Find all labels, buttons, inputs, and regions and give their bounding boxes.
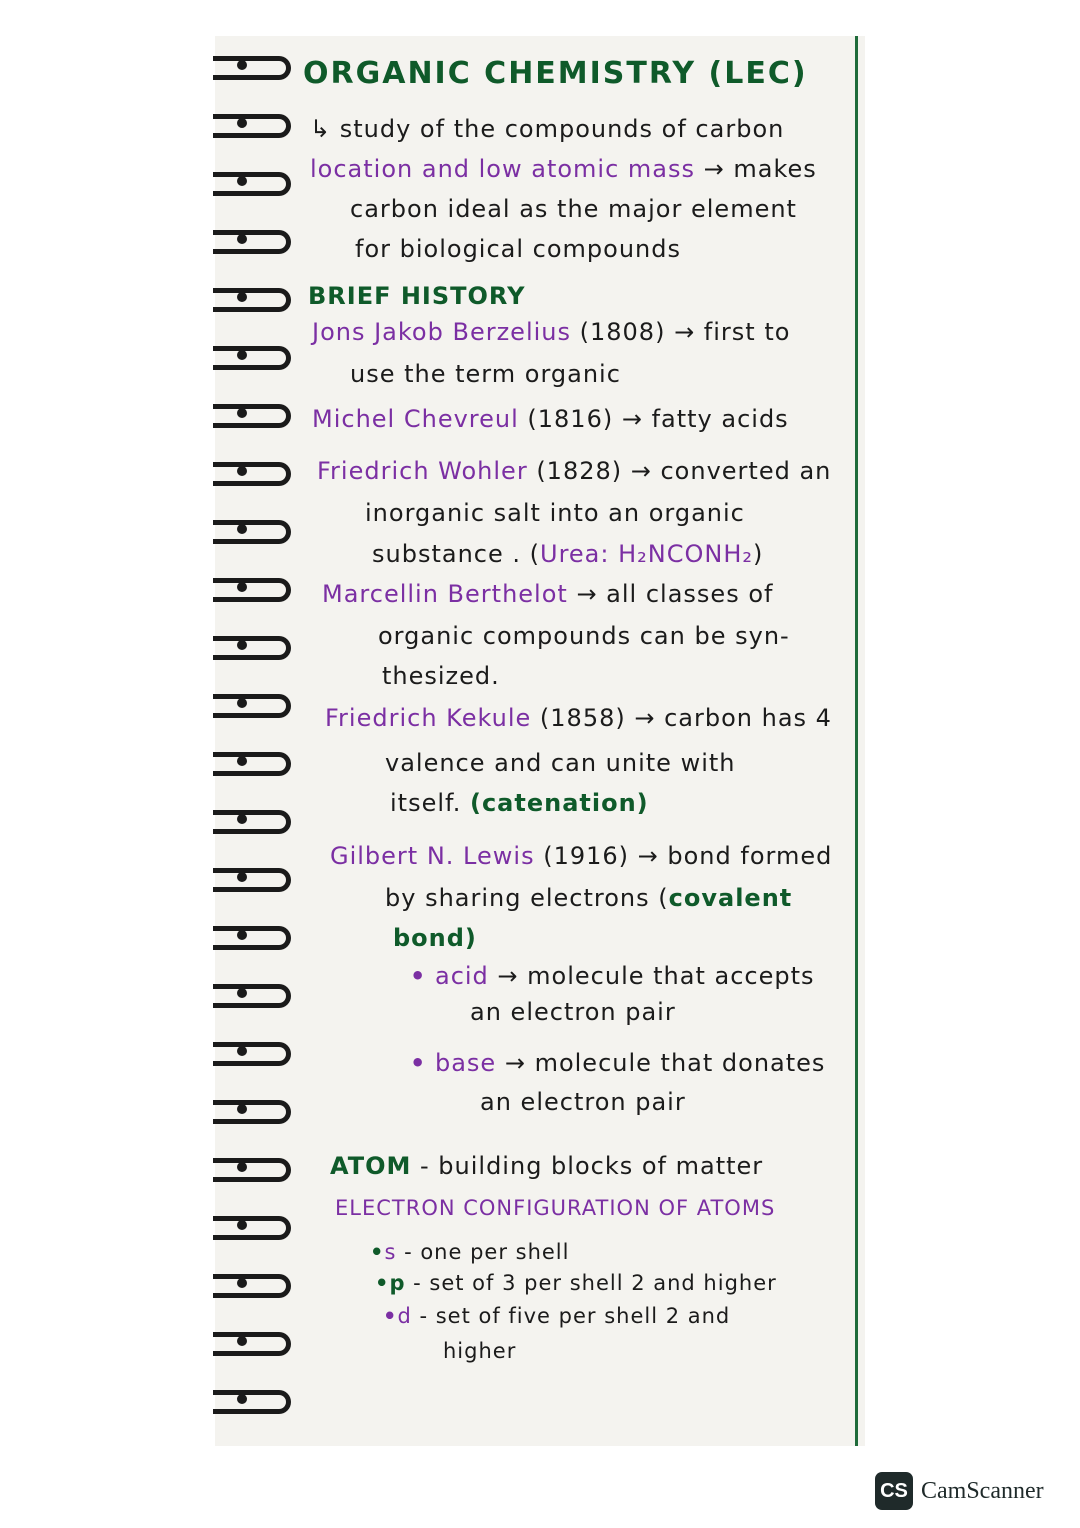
wohler-line-3 <box>372 538 763 570</box>
spiral-ring <box>213 230 295 260</box>
intro-line-2 <box>310 153 817 185</box>
kekule-line-3 <box>390 787 649 819</box>
spiral-ring <box>213 1158 295 1188</box>
spiral-ring <box>213 462 295 492</box>
wohler-l3-c: ) <box>752 540 764 568</box>
ring-hole <box>237 698 247 708</box>
ring-hole <box>237 1162 247 1172</box>
ring-hole <box>237 524 247 534</box>
intro-line-1: ↳ study of the compounds of carbon <box>310 115 785 143</box>
ring-hole <box>237 756 247 766</box>
spiral-ring <box>213 1332 295 1362</box>
lewis-l2-a: by sharing electrons ( <box>385 884 669 912</box>
d-line <box>383 1300 730 1332</box>
brief-history-heading: BRIEF HISTORY <box>308 282 526 310</box>
kekule-line <box>325 702 832 734</box>
spiral-ring <box>213 694 295 724</box>
ring-loop <box>213 810 291 834</box>
ring-hole <box>237 1220 247 1230</box>
bullet-icon: • <box>383 1304 398 1328</box>
atom-line <box>330 1150 763 1182</box>
ring-loop <box>213 1158 291 1182</box>
berthelot-line <box>322 578 773 610</box>
atom-term: ATOM <box>330 1152 412 1180</box>
spiral-ring <box>213 114 295 144</box>
ring-loop <box>213 56 291 80</box>
spiral-ring <box>213 810 295 840</box>
ring-loop <box>213 1390 291 1414</box>
intro-line-3: carbon ideal as the major element <box>350 195 797 223</box>
camscanner-label: CamScanner <box>921 1477 1044 1504</box>
berzelius-line-2: use the term organic <box>350 360 621 388</box>
ring-loop <box>213 1100 291 1124</box>
ring-hole <box>237 1104 247 1114</box>
acid-term: acid <box>434 962 489 990</box>
ring-loop <box>213 868 291 892</box>
ring-loop <box>213 288 291 312</box>
lewis-line-2 <box>385 882 792 914</box>
spiral-binding <box>205 36 315 1446</box>
ring-hole <box>237 1046 247 1056</box>
ring-hole <box>237 118 247 128</box>
kekule-name: Friedrich Kekule <box>325 704 532 732</box>
ring-hole <box>237 582 247 592</box>
spiral-ring <box>213 288 295 318</box>
intro-line-2-rest: → makes <box>695 155 817 183</box>
berthelot-line-3: thesized. <box>382 662 500 690</box>
ring-hole <box>237 872 247 882</box>
chevreul-line <box>312 403 789 435</box>
ring-hole <box>237 350 247 360</box>
wohler-rest: (1828) → converted an <box>527 457 832 485</box>
ring-loop <box>213 114 291 138</box>
ring-hole <box>237 640 247 650</box>
ring-loop <box>213 404 291 428</box>
spiral-ring <box>213 752 295 782</box>
ring-hole <box>237 814 247 824</box>
spiral-ring <box>213 1042 295 1072</box>
kekule-rest: (1858) → carbon has 4 <box>531 704 832 732</box>
d-term: d <box>397 1304 412 1328</box>
ring-hole <box>237 408 247 418</box>
spiral-ring <box>213 1100 295 1130</box>
berthelot-line-2: organic compounds can be syn- <box>378 622 790 650</box>
berzelius-line <box>312 316 790 348</box>
p-line <box>375 1267 777 1299</box>
d-line-2: higher <box>443 1339 517 1363</box>
ring-loop <box>213 346 291 370</box>
ring-loop <box>213 230 291 254</box>
ring-hole <box>237 988 247 998</box>
ring-loop <box>213 172 291 196</box>
berzelius-rest: (1808) → first to <box>571 318 791 346</box>
spiral-ring <box>213 404 295 434</box>
bullet-icon: • <box>370 1240 385 1264</box>
ring-loop <box>213 1042 291 1066</box>
ring-loop <box>213 462 291 486</box>
chevreul-rest: (1816) → fatty acids <box>518 405 789 433</box>
kekule-l3-a: itself. <box>390 789 470 817</box>
bullet-icon: • <box>410 1049 427 1077</box>
berthelot-rest: → all classes of <box>567 580 774 608</box>
p-rest: - set of 3 per shell 2 and higher <box>405 1271 777 1295</box>
p-term: p <box>389 1271 406 1295</box>
d-rest: - set of five per shell 2 and <box>411 1304 731 1328</box>
ring-loop <box>213 1216 291 1240</box>
ring-hole <box>237 466 247 476</box>
camscanner-watermark <box>875 1472 1044 1510</box>
lewis-rest: (1916) → bond formed <box>534 842 833 870</box>
spiral-ring <box>213 926 295 956</box>
ring-loop <box>213 520 291 544</box>
intro-line-4: for biological compounds <box>355 235 682 263</box>
margin-line <box>855 36 858 1446</box>
spiral-ring <box>213 578 295 608</box>
ring-loop <box>213 1332 291 1356</box>
base-term: base <box>434 1049 497 1077</box>
s-line <box>370 1236 569 1268</box>
ring-loop <box>213 1274 291 1298</box>
berzelius-name: Jons Jakob Berzelius <box>312 318 571 346</box>
ring-hole <box>237 60 247 70</box>
acid-line-2: an electron pair <box>470 998 676 1026</box>
ring-hole <box>237 1336 247 1346</box>
urea-formula: Urea: H₂NCONH₂ <box>540 540 753 568</box>
s-term: s <box>384 1240 397 1264</box>
catenation-term: (catenation) <box>469 789 649 817</box>
lewis-name: Gilbert N. Lewis <box>330 842 535 870</box>
spiral-ring <box>213 1390 295 1420</box>
bullet-icon: • <box>410 962 427 990</box>
ring-loop <box>213 984 291 1008</box>
kekule-line-2: valence and can unite with <box>385 749 736 777</box>
ring-loop <box>213 694 291 718</box>
ring-hole <box>237 1394 247 1404</box>
wohler-name: Friedrich Wohler <box>317 457 528 485</box>
ring-hole <box>237 176 247 186</box>
ring-hole <box>237 292 247 302</box>
ring-hole <box>237 234 247 244</box>
lewis-line-3: bond) <box>393 924 477 952</box>
ring-loop <box>213 752 291 776</box>
spiral-ring <box>213 1274 295 1304</box>
s-rest: - one per shell <box>396 1240 570 1264</box>
atom-rest: - building blocks of matter <box>411 1152 764 1180</box>
spiral-ring <box>213 1216 295 1246</box>
intro-highlight: location and low atomic mass <box>310 155 696 183</box>
electron-config-heading: ELECTRON CONFIGURATION OF ATOMS <box>335 1196 776 1220</box>
spiral-ring <box>213 346 295 376</box>
wohler-line-2: inorganic salt into an organic <box>365 499 745 527</box>
base-rest: → molecule that donates <box>496 1049 826 1077</box>
acid-line <box>410 960 815 992</box>
spiral-ring <box>213 520 295 550</box>
lewis-line <box>330 840 832 872</box>
wohler-line <box>317 455 831 487</box>
chevreul-name: Michel Chevreul <box>312 405 519 433</box>
acid-rest: → molecule that accepts <box>488 962 815 990</box>
ring-loop <box>213 636 291 660</box>
ring-loop <box>213 578 291 602</box>
spiral-ring <box>213 56 295 86</box>
base-line-2: an electron pair <box>480 1088 686 1116</box>
berthelot-name: Marcellin Berthelot <box>322 580 568 608</box>
wohler-l3-a: substance . ( <box>372 540 540 568</box>
covalent-term: covalent <box>668 884 793 912</box>
bullet-icon: • <box>375 1271 390 1295</box>
spiral-ring <box>213 984 295 1014</box>
spiral-ring <box>213 172 295 202</box>
base-line <box>410 1047 825 1079</box>
ring-hole <box>237 930 247 940</box>
spiral-ring <box>213 636 295 666</box>
ring-hole <box>237 1278 247 1288</box>
spiral-ring <box>213 868 295 898</box>
camscanner-logo-icon: CS <box>875 1472 913 1510</box>
page-title: ORGANIC CHEMISTRY (LEC) <box>303 56 808 91</box>
ring-loop <box>213 926 291 950</box>
